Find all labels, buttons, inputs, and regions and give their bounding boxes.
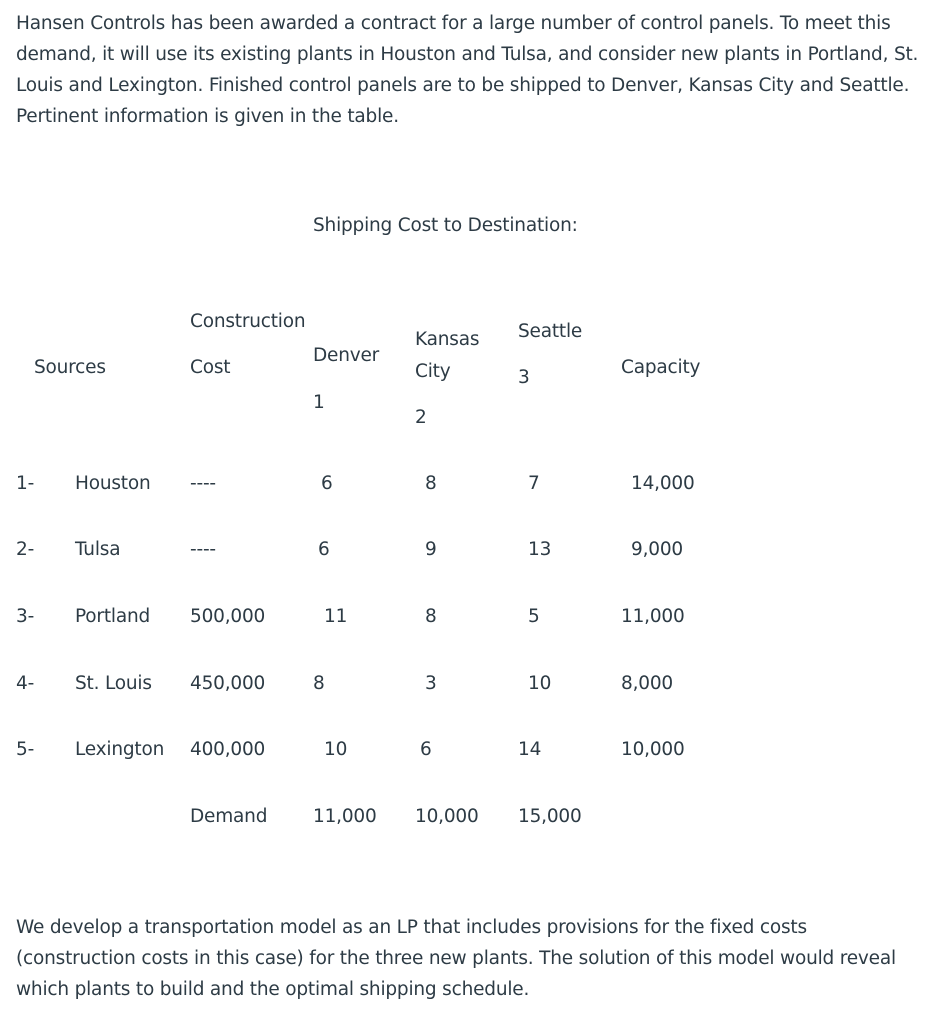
row-capacity: 9,000 bbox=[631, 539, 683, 560]
row-number: 3- bbox=[16, 606, 35, 627]
row-source-name: St. Louis bbox=[75, 673, 152, 694]
demand-label: Demand bbox=[190, 806, 268, 827]
row-construction-cost: ---- bbox=[190, 473, 216, 494]
row-source-name: Houston bbox=[75, 473, 151, 494]
header-kansas-number: 2 bbox=[415, 407, 427, 428]
row-source-name: Tulsa bbox=[75, 539, 121, 560]
header-denver: Denver bbox=[313, 345, 380, 366]
demand-seattle: 15,000 bbox=[518, 806, 582, 827]
row-seattle-cost: 5 bbox=[528, 606, 540, 627]
demand-kansas: 10,000 bbox=[415, 806, 479, 827]
row-kansas-cost: 8 bbox=[425, 606, 437, 627]
row-capacity: 11,000 bbox=[621, 606, 685, 627]
row-number: 2- bbox=[16, 539, 35, 560]
row-denver-cost: 6 bbox=[321, 473, 333, 494]
row-source-name: Lexington bbox=[75, 739, 165, 760]
row-source-name: Portland bbox=[75, 606, 151, 627]
header-denver-number: 1 bbox=[313, 392, 325, 413]
row-kansas-cost: 8 bbox=[425, 473, 437, 494]
table-title: Shipping Cost to Destination: bbox=[313, 215, 578, 236]
row-denver-cost: 11 bbox=[324, 606, 348, 627]
header-capacity: Capacity bbox=[621, 357, 701, 378]
header-sources: Sources bbox=[34, 357, 106, 378]
row-construction-cost: ---- bbox=[190, 539, 216, 560]
row-kansas-cost: 6 bbox=[420, 739, 432, 760]
row-construction-cost: 450,000 bbox=[190, 673, 266, 694]
row-number: 5- bbox=[16, 739, 35, 760]
row-capacity: 8,000 bbox=[621, 673, 673, 694]
header-kansas-city: City bbox=[415, 361, 451, 382]
row-denver-cost: 8 bbox=[313, 673, 325, 694]
demand-denver: 11,000 bbox=[313, 806, 377, 827]
header-kansas: Kansas bbox=[415, 329, 480, 350]
row-denver-cost: 6 bbox=[318, 539, 330, 560]
row-construction-cost: 400,000 bbox=[190, 739, 266, 760]
header-construction: Construction bbox=[190, 311, 306, 332]
row-seattle-cost: 10 bbox=[528, 673, 552, 694]
row-construction-cost: 500,000 bbox=[190, 606, 266, 627]
outro-paragraph: We develop a transportation model as an LP that includes provisions for the fixed costs (construction costs in this case) for the three new plants. The solution of this model would reveal which plants to build and the optimal shipping schedule. bbox=[16, 917, 896, 1000]
header-cost: Cost bbox=[190, 357, 231, 378]
row-seattle-cost: 7 bbox=[528, 473, 540, 494]
row-seattle-cost: 14 bbox=[518, 739, 542, 760]
row-number: 4- bbox=[16, 673, 35, 694]
row-kansas-cost: 9 bbox=[425, 539, 437, 560]
row-kansas-cost: 3 bbox=[425, 673, 437, 694]
intro-paragraph: Hansen Controls has been awarded a contract for a large number of control panels. To meet this demand, it will use its existing plants in Houston and Tulsa, and consider new plants in Portland, St. Louis and Lexington. Finished control panels are to be shipped to Denver, Kansas City and Seattle. Pertinent information is given in the table. bbox=[16, 13, 919, 127]
header-seattle: Seattle bbox=[518, 321, 583, 342]
row-seattle-cost: 13 bbox=[528, 539, 552, 560]
header-seattle-number: 3 bbox=[518, 367, 530, 388]
row-capacity: 10,000 bbox=[621, 739, 685, 760]
row-denver-cost: 10 bbox=[324, 739, 348, 760]
row-capacity: 14,000 bbox=[631, 473, 695, 494]
row-number: 1- bbox=[16, 473, 35, 494]
